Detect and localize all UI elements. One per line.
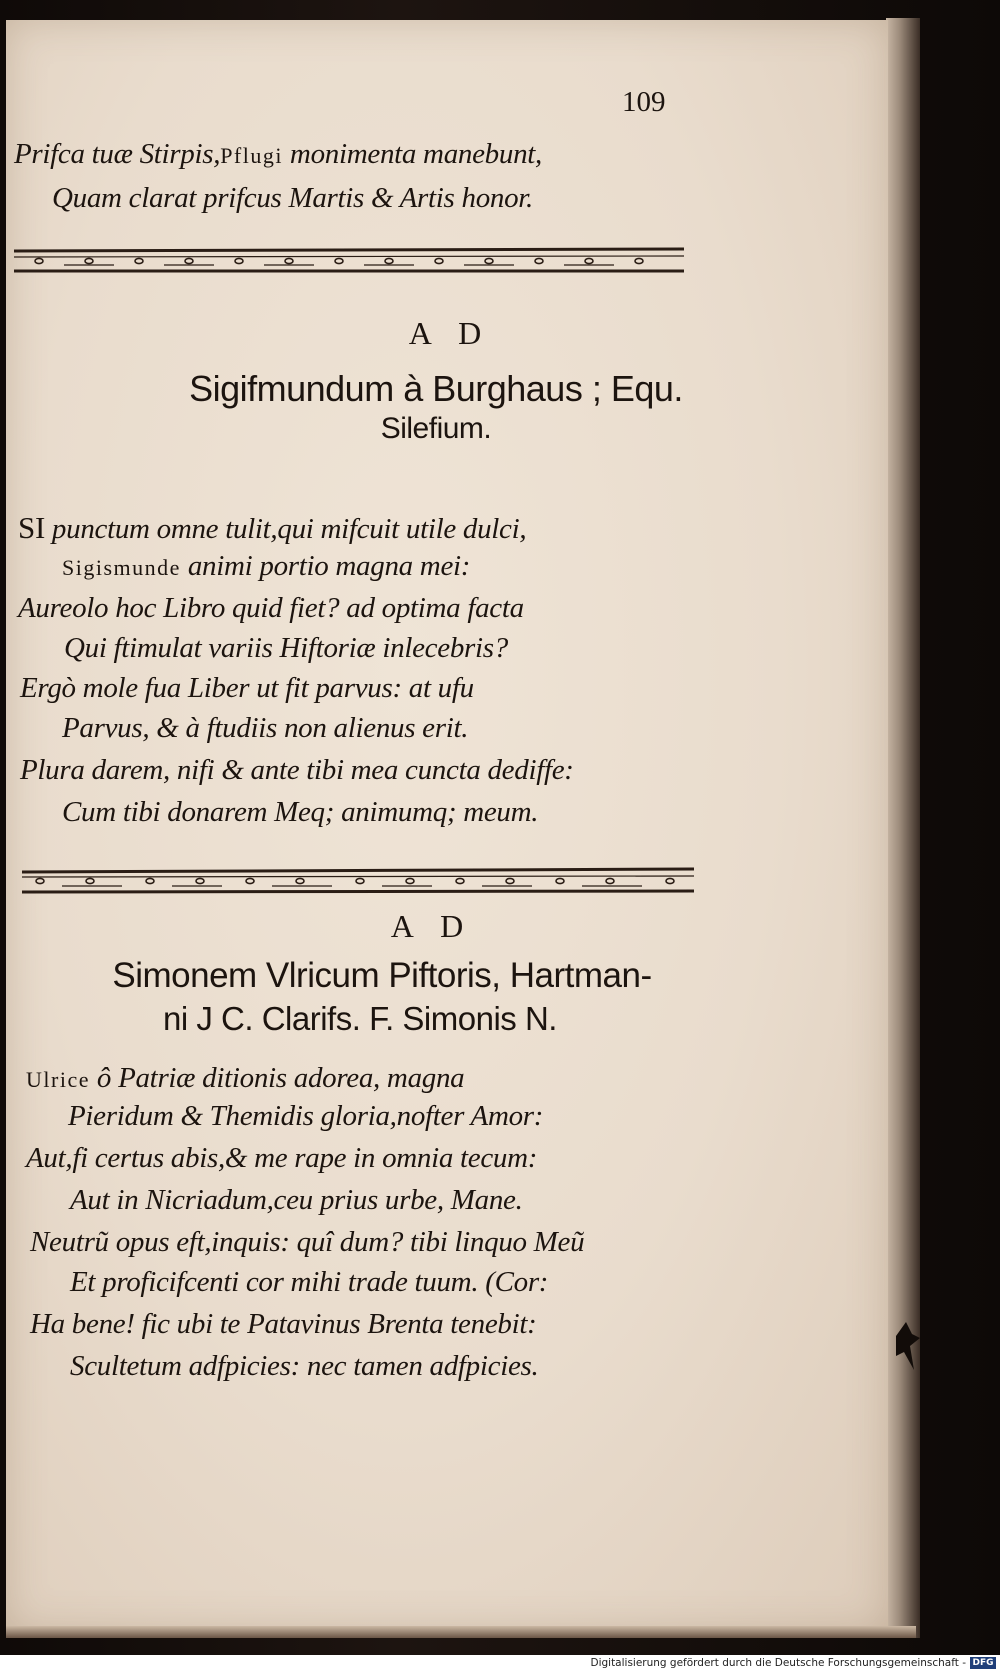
verse-line: Ergò mole fua Liber ut fit parvus: at ufu	[20, 672, 474, 704]
verse-line: Ha bene! fic ubi te Patavinus Brenta tenebit:	[30, 1308, 537, 1340]
verse-line: Aut in Nicriadum,ceu prius urbe, Mane.	[70, 1184, 523, 1216]
verse-line: Parvus, & à ftudiis non alienus erit.	[62, 712, 469, 744]
heading-addressee: Simonem Vlricum Piftoris, Hartman-	[112, 956, 652, 995]
heading-addressee: Sigifmundum à Burghaus ; Equ.	[189, 368, 683, 409]
page-edge-shadow	[886, 18, 920, 1638]
verse-line: Aureolo hoc Libro quid fiet? ad optima facta	[18, 592, 524, 624]
page-number: 109	[622, 86, 666, 118]
verse-line: Qui ftimulat variis Hiftoriæ inlecebris?	[64, 632, 508, 664]
verse-line: Prifca tuæ Stirpis,Pflugi monimenta manebunt,	[14, 138, 542, 170]
verse-line: Neutrũ opus eft,inquis: quî dum? tibi linquo Meũ	[30, 1226, 585, 1258]
verse-line: Et proficifcenti cor mihi trade tuum. (Cor:	[70, 1266, 549, 1298]
ornamental-rule	[22, 866, 694, 896]
heading-ad: A D	[390, 908, 474, 944]
heading-ad: A D	[408, 315, 492, 351]
verse-line: Cum tibi donarem Meq; animumq; meum.	[62, 796, 539, 828]
verse-line: Plura darem, nifi & ante tibi mea cuncta dediffe:	[20, 754, 574, 786]
heading-addressee-cont: Silefium.	[380, 412, 492, 445]
verse-line: Ulrice ô Patriæ ditionis adorea, magna	[26, 1062, 465, 1094]
verse-line: SI punctum omne tulit,qui mifcuit utile dulci,	[18, 510, 527, 545]
verse-line: Pieridum & Themidis gloria,nofter Amor:	[68, 1100, 544, 1132]
ornamental-rule	[14, 245, 684, 275]
verse-line: Aut,fi certus abis,& me rape in omnia tecum:	[26, 1142, 538, 1174]
dfg-logo: DFG	[970, 1657, 996, 1669]
verse-line: Sigismunde animi portio magna mei:	[62, 550, 471, 582]
verse-line: Quam clarat prifcus Martis & Artis honor.	[52, 182, 534, 214]
page-bottom-edge	[6, 1626, 916, 1638]
digitization-credit: Digitalisierung gefördert durch die Deutsche Forschungsgemeinschaft -	[590, 1657, 966, 1669]
catchword-mark-icon	[892, 1316, 922, 1376]
verse-line: Scultetum adfpicies: nec tamen adfpicies.	[70, 1350, 539, 1382]
heading-addressee-cont: ni J C. Clarifs. F. Simonis N.	[163, 1000, 557, 1037]
